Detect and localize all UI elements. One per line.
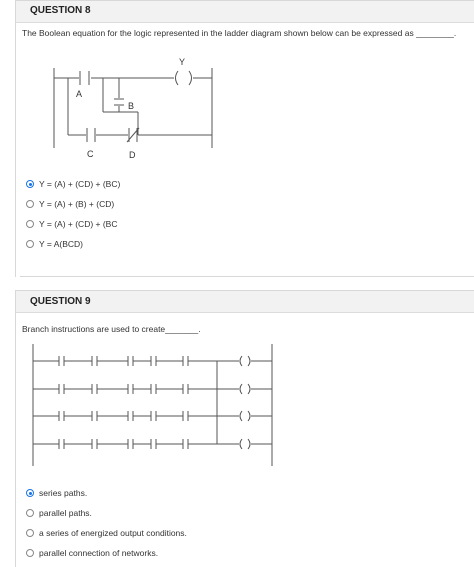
q9-option-3-label: a series of energized output conditions.	[39, 528, 187, 538]
radio-selected-icon[interactable]	[26, 489, 34, 497]
radio-unselected-icon[interactable]	[26, 200, 34, 208]
radio-selected-icon[interactable]	[26, 180, 34, 188]
q8-option-4-label: Y = A(BCD)	[39, 239, 84, 249]
radio-unselected-icon[interactable]	[26, 549, 34, 557]
q9-option-3[interactable]	[26, 528, 187, 538]
q9-option-4-label: parallel connection of networks.	[39, 548, 159, 558]
question-8-prompt: The Boolean equation for the logic represented in the ladder diagram shown below can be expressed as ________.	[22, 28, 457, 38]
ladder-diagram-q8	[0, 50, 474, 220]
radio-unselected-icon[interactable]	[26, 509, 34, 517]
question-9-prompt: Branch instructions are used to create_______.	[22, 324, 201, 334]
q9-option-4[interactable]	[26, 548, 158, 558]
q8-option-3-label: Y = (A) + (CD) + (BC	[39, 219, 118, 229]
radio-unselected-icon[interactable]	[26, 529, 34, 537]
q9-option-2-label: parallel paths.	[39, 508, 92, 518]
label-b: B	[128, 101, 135, 111]
q8-option-1-label: Y = (A) + (CD) + (BC)	[39, 179, 121, 189]
q8-option-2[interactable]	[26, 199, 114, 209]
question-8-title: QUESTION 8	[30, 5, 91, 16]
label-a: A	[76, 89, 83, 99]
label-c: C	[87, 149, 94, 159]
q8-option-1[interactable]	[26, 179, 120, 189]
label-y: Y	[179, 57, 186, 67]
label-d: D	[129, 150, 136, 160]
q8-option-2-label: Y = (A) + (B) + (CD)	[39, 199, 115, 209]
q8-option-4[interactable]	[26, 239, 83, 249]
radio-unselected-icon[interactable]	[26, 240, 34, 248]
q8-option-3[interactable]	[26, 219, 117, 229]
q9-option-1[interactable]	[26, 488, 87, 498]
radio-unselected-icon[interactable]	[26, 220, 34, 228]
question-divider	[20, 276, 474, 277]
question-9-title: QUESTION 9	[30, 296, 91, 307]
ladder-diagram-q9	[0, 340, 474, 470]
q9-option-1-label: series paths.	[39, 488, 88, 498]
q9-option-2[interactable]	[26, 508, 92, 518]
